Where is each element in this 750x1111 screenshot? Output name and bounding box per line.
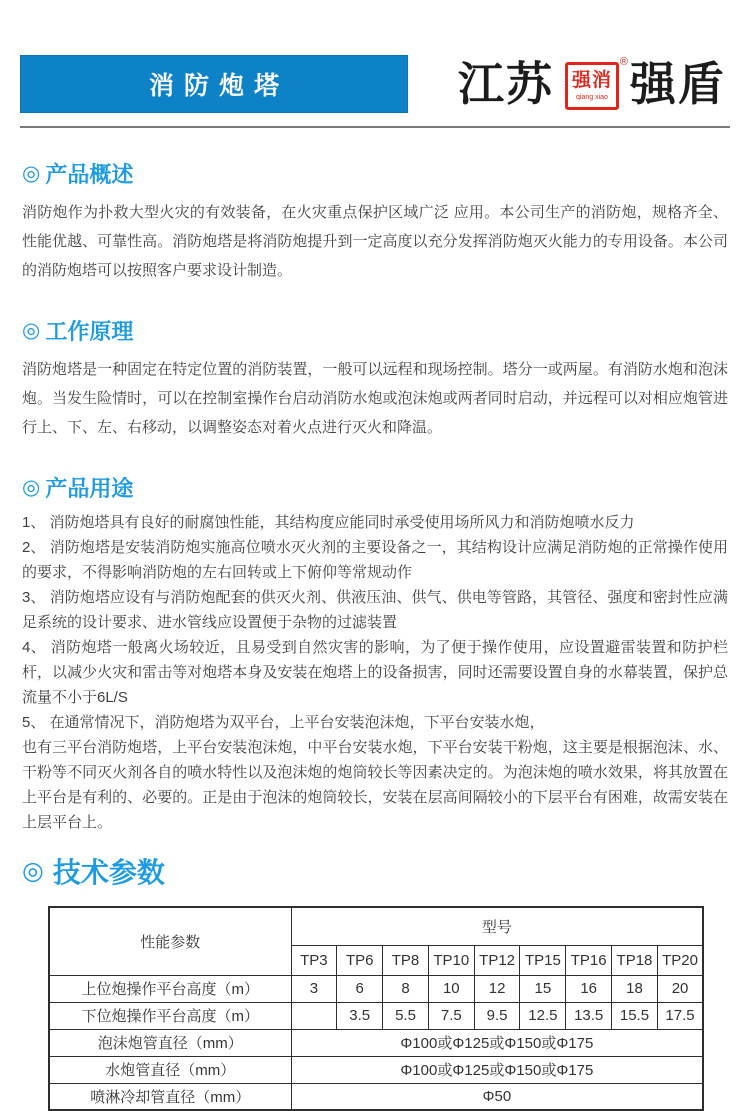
usage-item-5-continued: 也有三平台消防炮塔，上平台安装泡沫炮，中平台安装水炮，下平台安装干粉炮，这主要是根据泡沫、水、干粉等不同灭火剂各自的喷水特性以及泡沫炮的炮筒较长等因素决定的。为泡沫炮的喷水效果，将其放置在上平台是有利的、必要的。正是由于泡沫的炮筒较长，安装在层高间隔较小的下层平台有困难，故需安装在上层平台上。	[22, 739, 728, 831]
value-cell: 6	[337, 975, 383, 1002]
value-cell: 20	[657, 975, 703, 1002]
specs-table	[48, 906, 704, 1111]
usage-item-4: 4、 消防炮塔一般离火场较近，且易受到自然灾害的影响，为了便于操作使用，应设置避雷装置和防护栏杆，以减少火灾和雷击等对炮塔本身及安装在炮塔上的设备损害，同时还需要设置自身的水幕装置，保护总流量不小于6L/S	[22, 639, 728, 706]
value-cell: 8	[383, 975, 429, 1002]
value-cell: 16	[566, 975, 612, 1002]
value-cell: 13.5	[566, 1002, 612, 1029]
model-cell: TP12	[474, 945, 520, 975]
usage-item-1: 1、 消防炮塔具有良好的耐腐蚀性能，其结构度应能同时承受使用场所风力和消防炮喷水反力	[22, 514, 635, 531]
table-row-label: 上位炮操作平台高度（m）	[49, 975, 291, 1002]
registered-trademark-icon: ®	[619, 56, 628, 68]
seal-pinyin-text: qiang xiao	[576, 94, 608, 101]
span-value-cell: Φ100或Φ125或Φ150或Φ175	[291, 1029, 703, 1056]
span-value-cell: Φ50	[291, 1083, 703, 1110]
table-row-label: 喷淋冷却管直径（mm）	[49, 1083, 291, 1110]
section-heading-specs	[22, 851, 728, 891]
value-cell: 12	[474, 975, 520, 1002]
value-cell: 18	[612, 975, 658, 1002]
value-cell: 12.5	[520, 1002, 566, 1029]
section-title: 产品用途	[45, 476, 134, 501]
table-row	[49, 1029, 703, 1056]
model-cell: TP15	[520, 945, 566, 975]
usage-item-2: 2、 消防炮塔是安装消防炮实施高位喷水灭火剂的主要设备之一，其结构设计应满足消防炮的正常操作使用的要求，不得影响消防炮的左右回转或上下俯仰等常规动作	[22, 539, 728, 581]
principle-paragraph: 消防炮塔是一种固定在特定位置的消防装置，一般可以远程和现场控制。塔分一或两屋。有消防水炮和泡沫炮。当发生险情时，可以在控制室操作台启动消防水炮或泡沫炮或两者同时启动，并远程可以对相应炮管进行上、下、左、右移动，以调整姿态对着火点进行灭火和降温。	[22, 361, 728, 436]
value-cell: 3	[291, 975, 337, 1002]
brand-seal-icon	[565, 56, 628, 110]
brand-left-text: 江苏	[458, 58, 554, 110]
table-row-label: 水炮管直径（mm）	[49, 1056, 291, 1083]
model-cell: TP8	[383, 945, 429, 975]
model-cell: TP18	[612, 945, 658, 975]
section-heading-principle	[22, 315, 728, 346]
table-model-header: 型号	[291, 907, 703, 945]
table-row	[49, 1056, 703, 1083]
model-cell: TP3	[291, 945, 337, 975]
double-circle-icon: ◎	[22, 319, 41, 342]
value-cell: 5.5	[383, 1002, 429, 1029]
value-cell: 17.5	[657, 1002, 703, 1029]
double-circle-icon: ◎	[22, 162, 41, 185]
model-cell: TP10	[428, 945, 474, 975]
section-title: 产品概述	[45, 162, 134, 187]
brand-logo	[458, 58, 730, 110]
value-cell: 10	[428, 975, 474, 1002]
usage-item-3: 3、 消防炮塔应设有与消防炮配套的供灭火剂、供液压油、供气、供电等管路，其管径、强度和密封性应满足系统的设计要求、进水管线应设置便于杂物的过滤装置	[22, 589, 728, 631]
model-cell: TP6	[337, 945, 383, 975]
double-circle-icon: ◎	[22, 857, 44, 885]
table-row	[49, 975, 703, 1002]
section-title: 技术参数	[52, 857, 165, 888]
double-circle-icon: ◎	[22, 476, 41, 499]
section-heading-overview	[22, 158, 728, 189]
table-row	[49, 1083, 703, 1110]
table-param-header: 性能参数	[49, 907, 291, 975]
value-cell	[291, 1002, 337, 1029]
value-cell: 7.5	[428, 1002, 474, 1029]
span-value-cell: Φ100或Φ125或Φ150或Φ175	[291, 1056, 703, 1083]
table-header-row	[49, 907, 703, 945]
usage-item-5: 5、 在通常情况下，消防炮塔为双平台，上平台安装泡沫炮，下平台安装水炮，	[22, 714, 545, 731]
value-cell: 9.5	[474, 1002, 520, 1029]
brand-right-text: 强盾	[630, 58, 726, 110]
value-cell: 3.5	[337, 1002, 383, 1029]
page-header	[0, 0, 750, 113]
value-cell: 15	[520, 975, 566, 1002]
table-row	[49, 1002, 703, 1029]
usage-list	[22, 510, 728, 835]
table-row-label: 下位炮操作平台高度（m）	[49, 1002, 291, 1029]
value-cell: 15.5	[612, 1002, 658, 1029]
header-divider	[20, 126, 730, 128]
section-heading-usage	[22, 472, 728, 503]
section-title: 工作原理	[45, 319, 134, 344]
content	[0, 158, 750, 1111]
seal-main-text: 强消	[571, 70, 612, 91]
model-cell: TP20	[657, 945, 703, 975]
model-cell: TP16	[566, 945, 612, 975]
product-title-banner: 消防炮塔	[20, 55, 408, 113]
overview-paragraph: 消防炮作为扑救大型火灾的有效装备，在火灾重点保护区域广泛 应用。本公司生产的消防炮，规格齐全、性能优越、可靠性高。消防炮塔是将消防炮提升到一定高度以充分发挥消防炮灭火能力的专用设备。本公司的消防炮塔可以按照客户要求设计制造。	[22, 204, 728, 279]
table-row-label: 泡沫炮管直径（mm）	[49, 1029, 291, 1056]
